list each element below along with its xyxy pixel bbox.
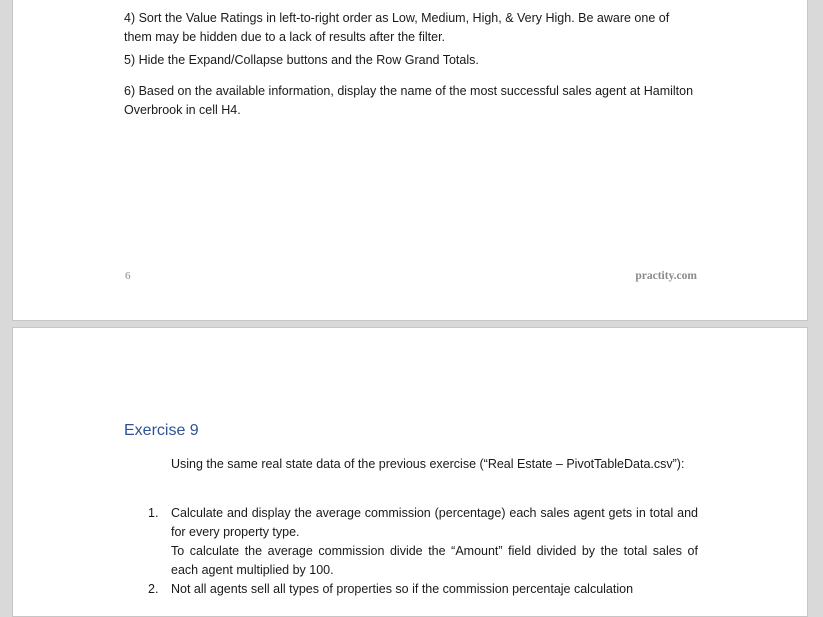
list-item-text: Calculate and display the average commission (percentage) each sales agent gets in total and for every property type.: [171, 506, 698, 539]
list-item: [124, 504, 698, 580]
list-item-extra: To calculate the average commission divide the “Amount” field divided by the total sales of each agent multiplied by 100.: [171, 544, 698, 577]
instruction-step-4: 4) Sort the Value Ratings in left-to-right order as Low, Medium, High, & Very High. Be aware one of them may be hidden due to a lack of results after the filter.: [124, 11, 670, 44]
footer-site-name: practity.com: [635, 270, 697, 282]
document-page-7: [12, 327, 808, 617]
list-item-number: 2.: [148, 582, 159, 596]
list-item: [124, 580, 698, 599]
instruction-step-5: 5) Hide the Expand/Collapse buttons and the Row Grand Totals.: [124, 53, 479, 67]
document-page-6: [12, 0, 808, 321]
instruction-step-6: 6) Based on the available information, display the name of the most successful sales agent at Hamilton Overbrook in cell H4.: [124, 84, 694, 117]
list-item-text: Not all agents sell all types of properties so if the commission percentaje calculation: [171, 582, 634, 596]
exercise-task-list: [124, 504, 698, 599]
list-item-number: 1.: [148, 506, 159, 520]
exercise-intro: Using the same real state data of the previous exercise (“Real Estate – PivotTableData.csv”):: [171, 457, 685, 471]
exercise-heading: Exercise 9: [124, 422, 199, 439]
page-number: 6: [125, 270, 131, 282]
